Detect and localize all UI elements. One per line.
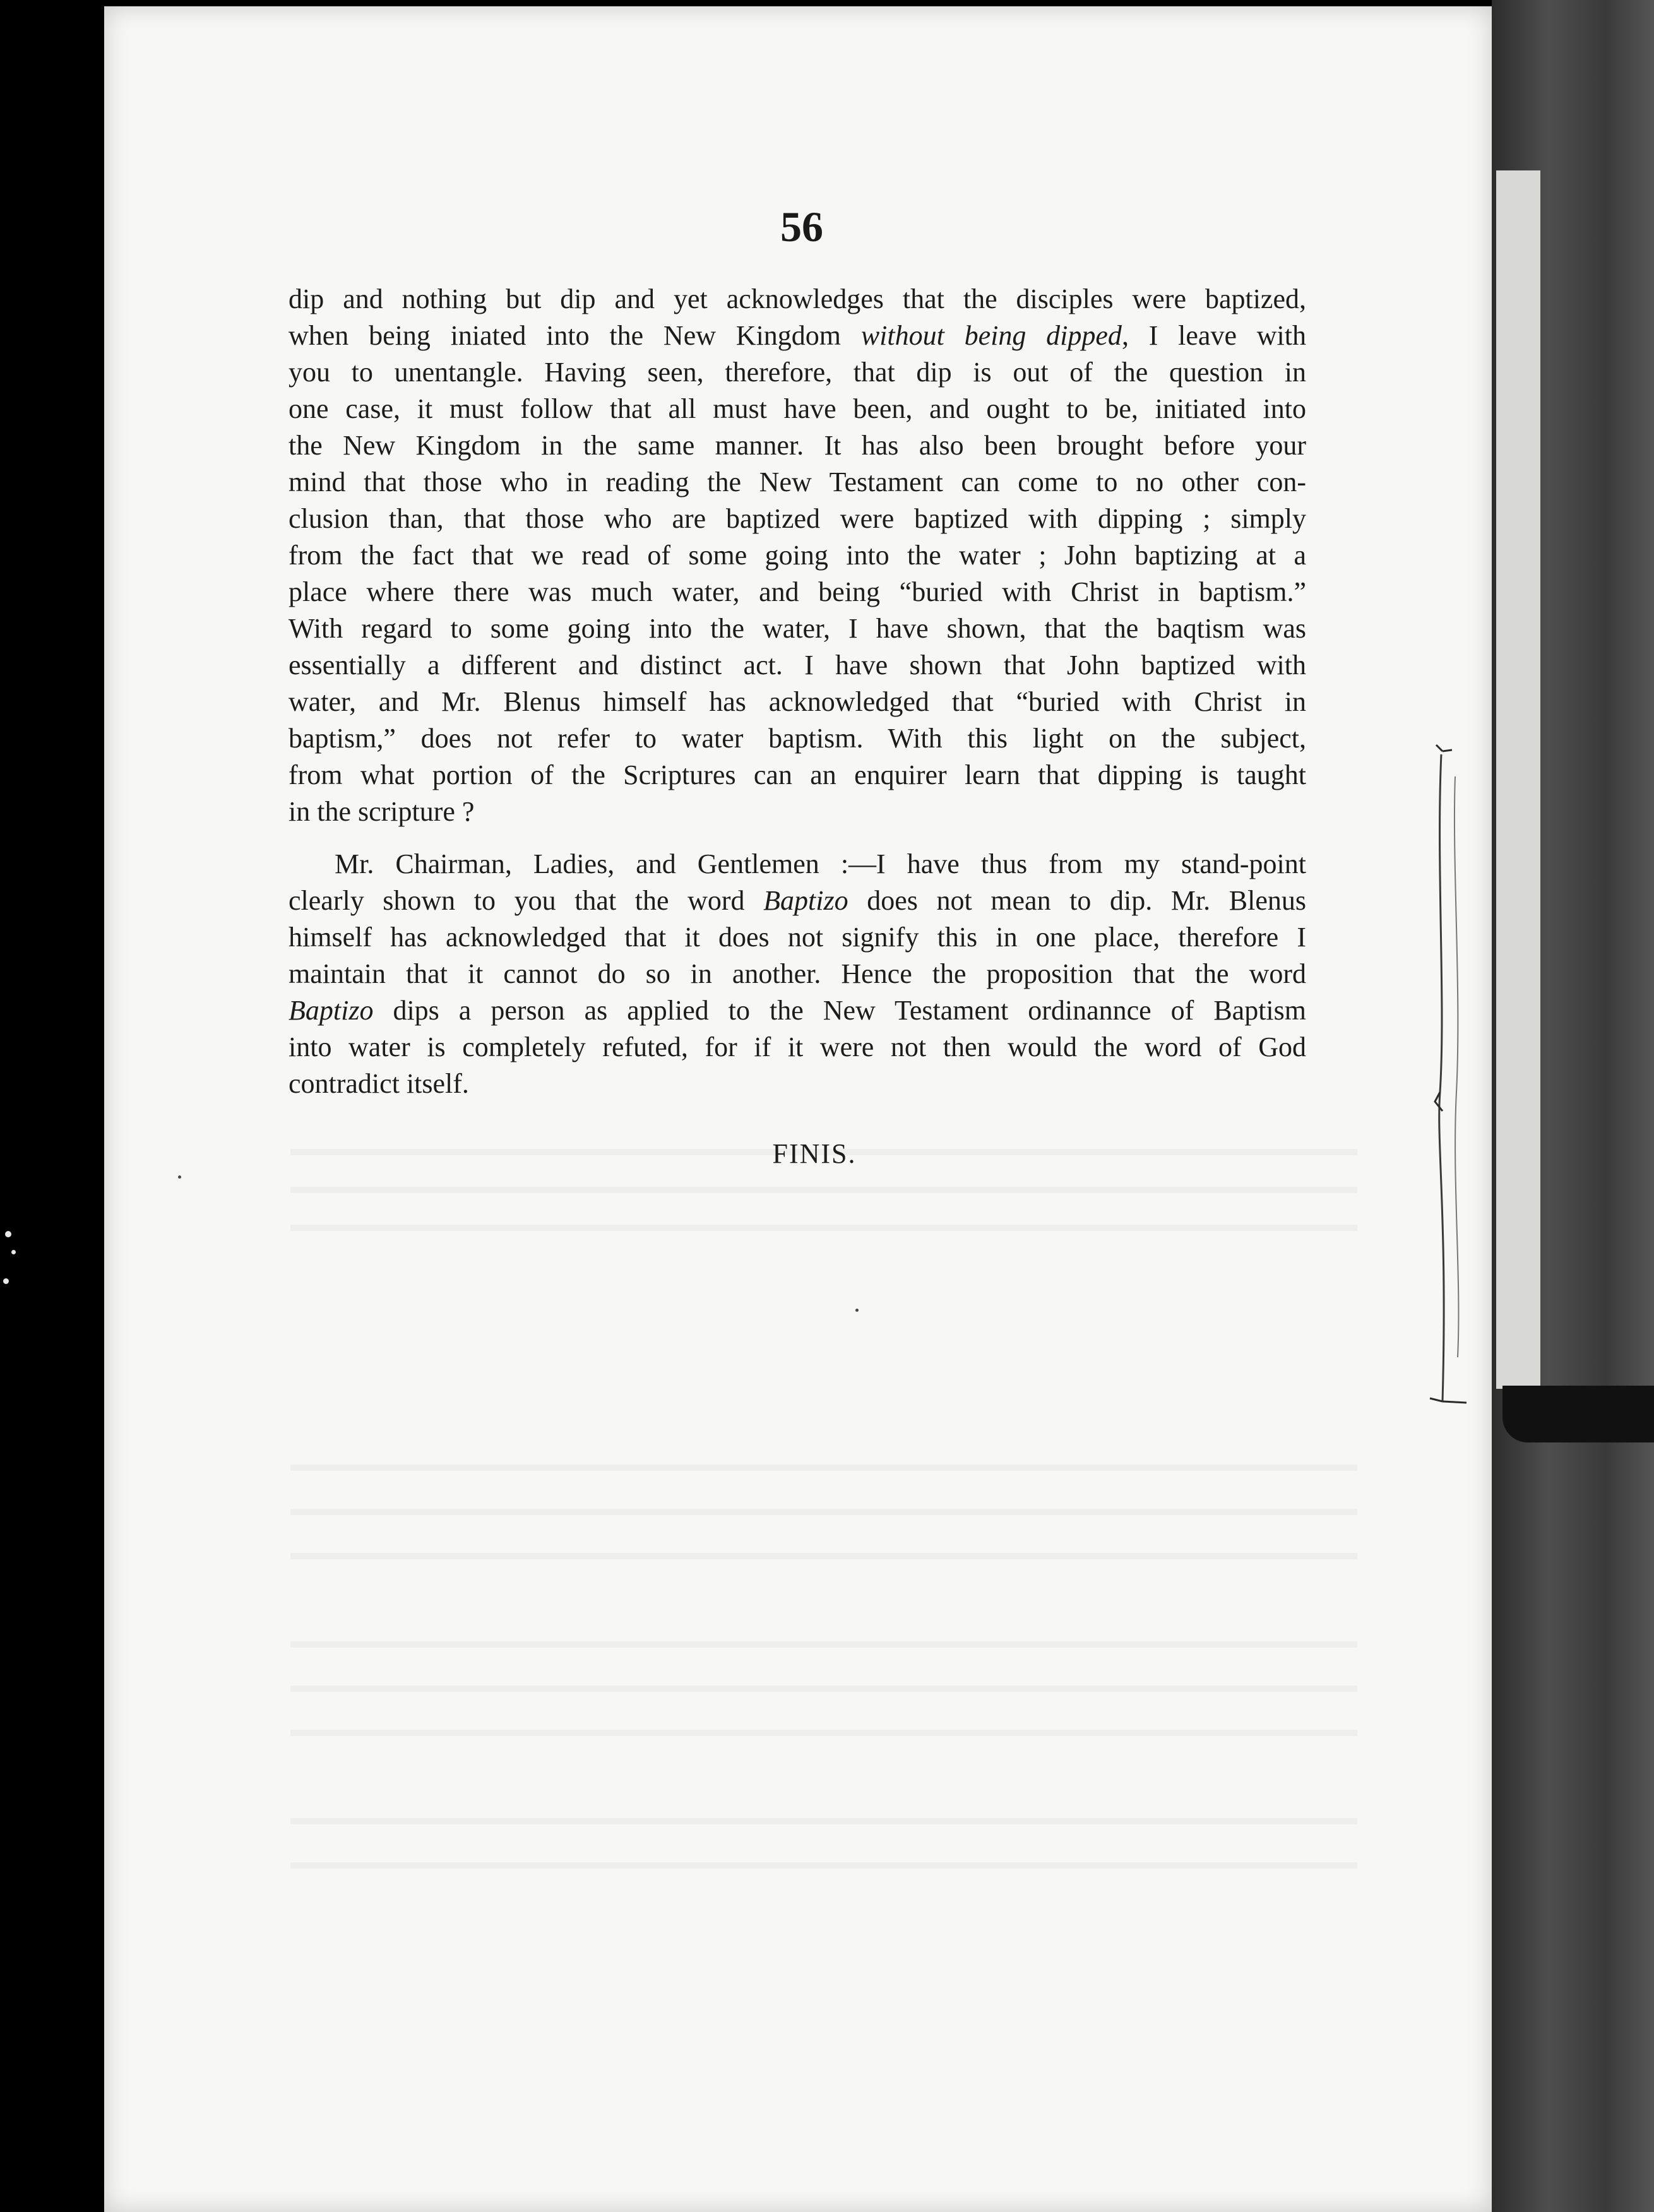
text-line: water, and Mr. Blenus himself has acknowledged that “buried with Christ in [289, 686, 1306, 717]
text-line: contradict itself. [289, 1068, 469, 1099]
text-line: maintain that it cannot do so in another. Hence the proposition that the word [289, 958, 1306, 989]
text-line: baptism,” does not refer to water baptism. With this light on the subject, [289, 723, 1306, 754]
text-line: With regard to some going into the water, I have shown, that the baqtism was [289, 613, 1306, 644]
text-line: mind that those who in reading the New Testament can come to no other con- [289, 467, 1306, 497]
text-line: into water is completely refuted, for if it were not then would the word of God [289, 1032, 1306, 1062]
text-fragment: clearly shown to you that the word [289, 885, 764, 916]
text-line: from what portion of the Scriptures can an enquirer learn that dipping is taught [289, 759, 1306, 790]
text-line: one case, it must follow that all must have been, and ought to be, initiated into [289, 393, 1306, 424]
emphasis: without being dipped [860, 320, 1122, 351]
text-line: from the fact that we read of some going into the water ; John baptizing at a [289, 540, 1306, 571]
margin-bracket-mark [1417, 739, 1474, 1420]
text-line [289, 992, 1306, 1029]
emphasis: Baptizo [289, 995, 374, 1026]
text-line: in the scripture ? [289, 796, 475, 827]
text-line: place where there was much water, and being “buried with Christ in baptism.” [289, 576, 1306, 607]
text-line: dip and nothing but dip and yet acknowledges that the disciples were baptized, [289, 283, 1306, 314]
page-number: 56 [780, 203, 823, 251]
text-fragment: dips a person as applied to the New Testament ordinannce of Baptism [373, 995, 1306, 1026]
text-line: himself has acknowledged that it does not signify this in one place, therefore I [289, 922, 1306, 953]
text-line [289, 883, 1306, 919]
emphasis: Baptizo [763, 885, 848, 916]
text-line [289, 318, 1306, 354]
text-line: you to unentangle. Having seen, therefore, that dip is out of the question in [289, 357, 1306, 388]
ink-speck [855, 1309, 859, 1312]
text-fragment: , I leave with [1121, 320, 1306, 351]
text-line: essentially a different and distinct act. I have shown that John baptized with [289, 650, 1306, 681]
text-fragment: does not mean to dip. Mr. Blenus [848, 885, 1306, 916]
scan-specks [0, 1218, 25, 1313]
text-line: clusion than, that those who are baptized were baptized with dipping ; simply [289, 503, 1306, 534]
text-line: Mr. Chairman, Ladies, and Gentlemen :—I have thus from my stand-point [335, 848, 1306, 879]
text-line: the New Kingdom in the same manner. It has also been brought before your [289, 430, 1306, 461]
adjacent-page-edge [1496, 170, 1540, 1389]
text-fragment: when being iniated into the New Kingdom [289, 320, 861, 351]
closing-word: FINIS. [772, 1138, 857, 1169]
ink-speck [178, 1175, 181, 1179]
binding-tab [1502, 1386, 1654, 1442]
